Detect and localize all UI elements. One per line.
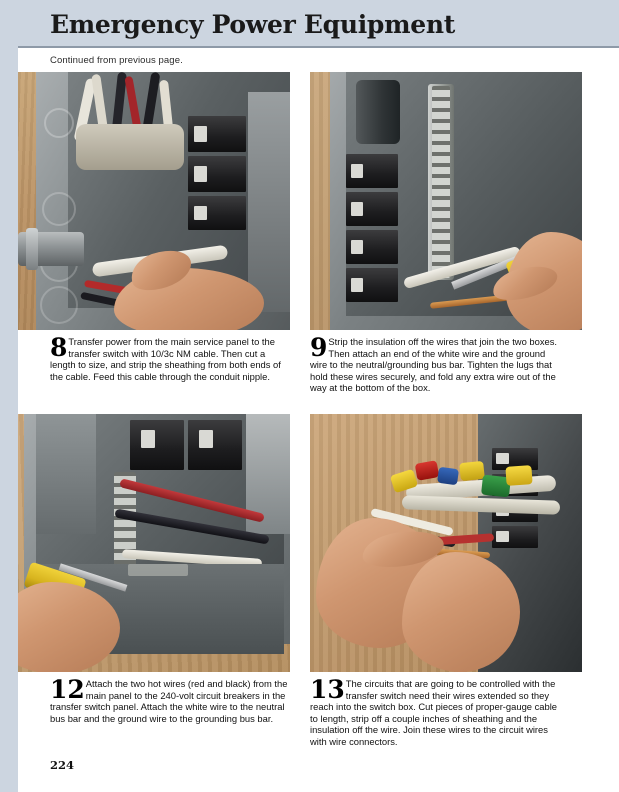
panel-sidewall <box>36 414 96 534</box>
photo-step-9 <box>310 72 582 330</box>
panel-label <box>128 564 188 576</box>
conduit-fitting <box>356 80 400 144</box>
step-text: Strip the insulation off the wires that join the two boxes. Then attach an end of the white wire and the ground wire to the neutral/grounding bus bar. Tighten the lugs that hold these wires securely, and fold any extra wire out of the way at the bottom of the box. <box>310 336 558 394</box>
conduit-ring <box>26 228 38 270</box>
bus-bar-screws <box>432 86 450 278</box>
caption-step-8 <box>50 333 290 382</box>
wire-connector-yellow <box>505 465 532 486</box>
caption-step-12 <box>50 675 290 724</box>
photo-step-12 <box>18 414 290 672</box>
step-number: 12 <box>50 675 85 704</box>
knockout-circle <box>44 108 74 138</box>
caption-step-9 <box>310 333 558 394</box>
circuit-breaker <box>188 156 246 192</box>
page-title: Emergency Power Equipment <box>50 10 455 39</box>
continued-note: Continued from previous page. <box>50 55 183 66</box>
knockout-circle <box>40 286 78 324</box>
circuit-breaker <box>188 196 246 230</box>
step-text: The circuits that are going to be controlled with the transfer switch need their wires extended so they reach into the switch box. Cut pieces of proper-gauge cable to length, strip off a couple inches of sheathing and the insulation off the wire. Join these wires to the circuit wires with wire connectors. <box>310 678 558 747</box>
step-text: Attach the two hot wires (red and black) from the main panel to the 240-volt circuit breakers in the transfer switch panel. Attach the white wire to the neutral bus bar and the ground wire to the grounding bus bar. <box>50 678 288 724</box>
circuit-breaker <box>346 268 398 302</box>
circuit-breaker <box>188 116 246 152</box>
step-number: 8 <box>50 333 68 362</box>
photo-step-13 <box>310 414 582 672</box>
wire-connector-yellow <box>459 461 485 481</box>
circuit-breaker <box>346 192 398 226</box>
hand-right <box>402 552 520 672</box>
panel-deadfront <box>248 92 290 312</box>
circuit-breaker <box>188 420 242 470</box>
step-number: 9 <box>310 333 328 362</box>
step-number: 13 <box>310 675 345 704</box>
knockout-circle <box>42 192 76 226</box>
circuit-breaker <box>346 154 398 188</box>
page-number: 224 <box>50 758 75 772</box>
header-rule <box>18 46 619 48</box>
step-text: Transfer power from the main service panel to the transfer switch with 10/3c NM cable. Then cut a length to size, and strip the sheathing from both ends of the cable. Feed this cable through the conduit nipple. <box>50 336 281 382</box>
wire-nut-cluster <box>76 124 184 170</box>
wire-connector-blue <box>437 467 459 486</box>
caption-step-13 <box>310 675 558 748</box>
circuit-breaker <box>346 230 398 264</box>
photo-step-8 <box>18 72 290 330</box>
circuit-breaker <box>130 420 184 470</box>
circuit-breaker <box>492 526 538 548</box>
